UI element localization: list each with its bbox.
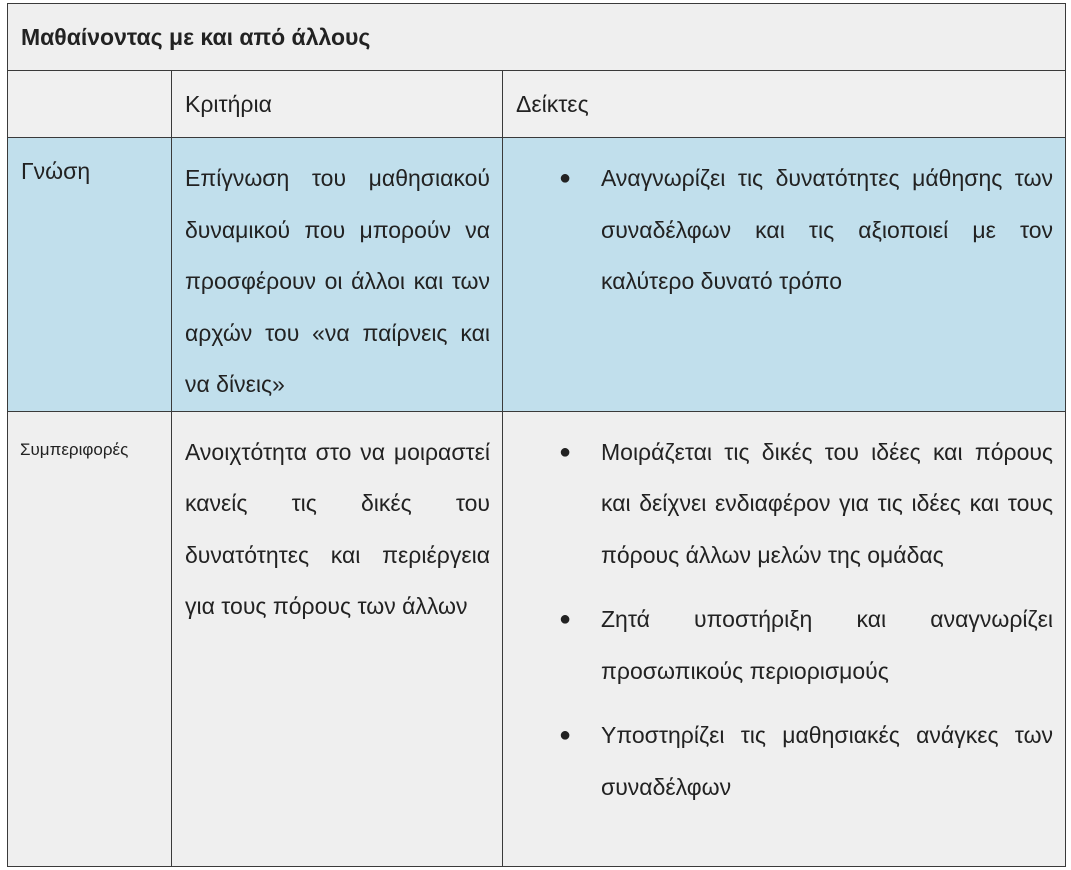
indicators-knowledge	[503, 138, 1066, 412]
indicator-list-knowledge	[559, 153, 1053, 308]
header-empty-cell	[8, 71, 172, 138]
bullet-icon: ●	[559, 724, 572, 746]
table-row-knowledge	[8, 138, 1066, 412]
bullet-icon: ●	[559, 608, 572, 630]
list-item	[559, 710, 1053, 813]
list-item	[559, 153, 1053, 308]
row-label-knowledge: Γνώση	[8, 138, 172, 412]
indicator-list-behaviors	[559, 427, 1053, 814]
list-item	[559, 594, 1053, 697]
criteria-knowledge: Επίγνωση του μαθησιακού δυναμικού που μπορούν να προσφέρουν οι άλλοι και των αρχών του «να παίρνεις και να δίνεις»	[172, 138, 503, 412]
indicator-text: Αναγνωρίζει τις δυνατότητες μάθησης των συναδέλφων και τις αξιοποιεί με τον καλύτερο δυνατό τρόπο	[601, 165, 1054, 294]
competency-table	[7, 3, 1066, 867]
indicator-text: Υποστηρίζει τις μαθησιακές ανάγκες των συναδέλφων	[601, 722, 1054, 800]
table-title: Μαθαίνοντας με και από άλλους	[8, 4, 1066, 71]
indicators-behaviors	[503, 411, 1066, 866]
header-row	[8, 71, 1066, 138]
row-label-behaviors: Συμπεριφορές	[8, 411, 172, 866]
indicator-text: Ζητά υποστήριξη και αναγνωρίζει προσωπικούς περιορισμούς	[601, 606, 1054, 684]
indicator-text: Μοιράζεται τις δικές του ιδέες και πόρους και δείχνει ενδιαφέρον για τις ιδέες και τους πόρους άλλων μελών της ομάδας	[601, 438, 1054, 568]
bullet-icon: ●	[559, 167, 572, 189]
title-row	[8, 4, 1066, 71]
header-indicators: Δείκτες	[503, 71, 1066, 138]
bullet-icon: ●	[559, 440, 572, 463]
criteria-behaviors: Ανοιχτότητα στο να μοιραστεί κανείς τις δικές του δυνατότητες και περιέργεια για τους πόρους των άλλων	[172, 411, 503, 866]
table-row-behaviors	[8, 411, 1066, 866]
header-criteria: Κριτήρια	[172, 71, 503, 138]
list-item	[559, 427, 1053, 582]
